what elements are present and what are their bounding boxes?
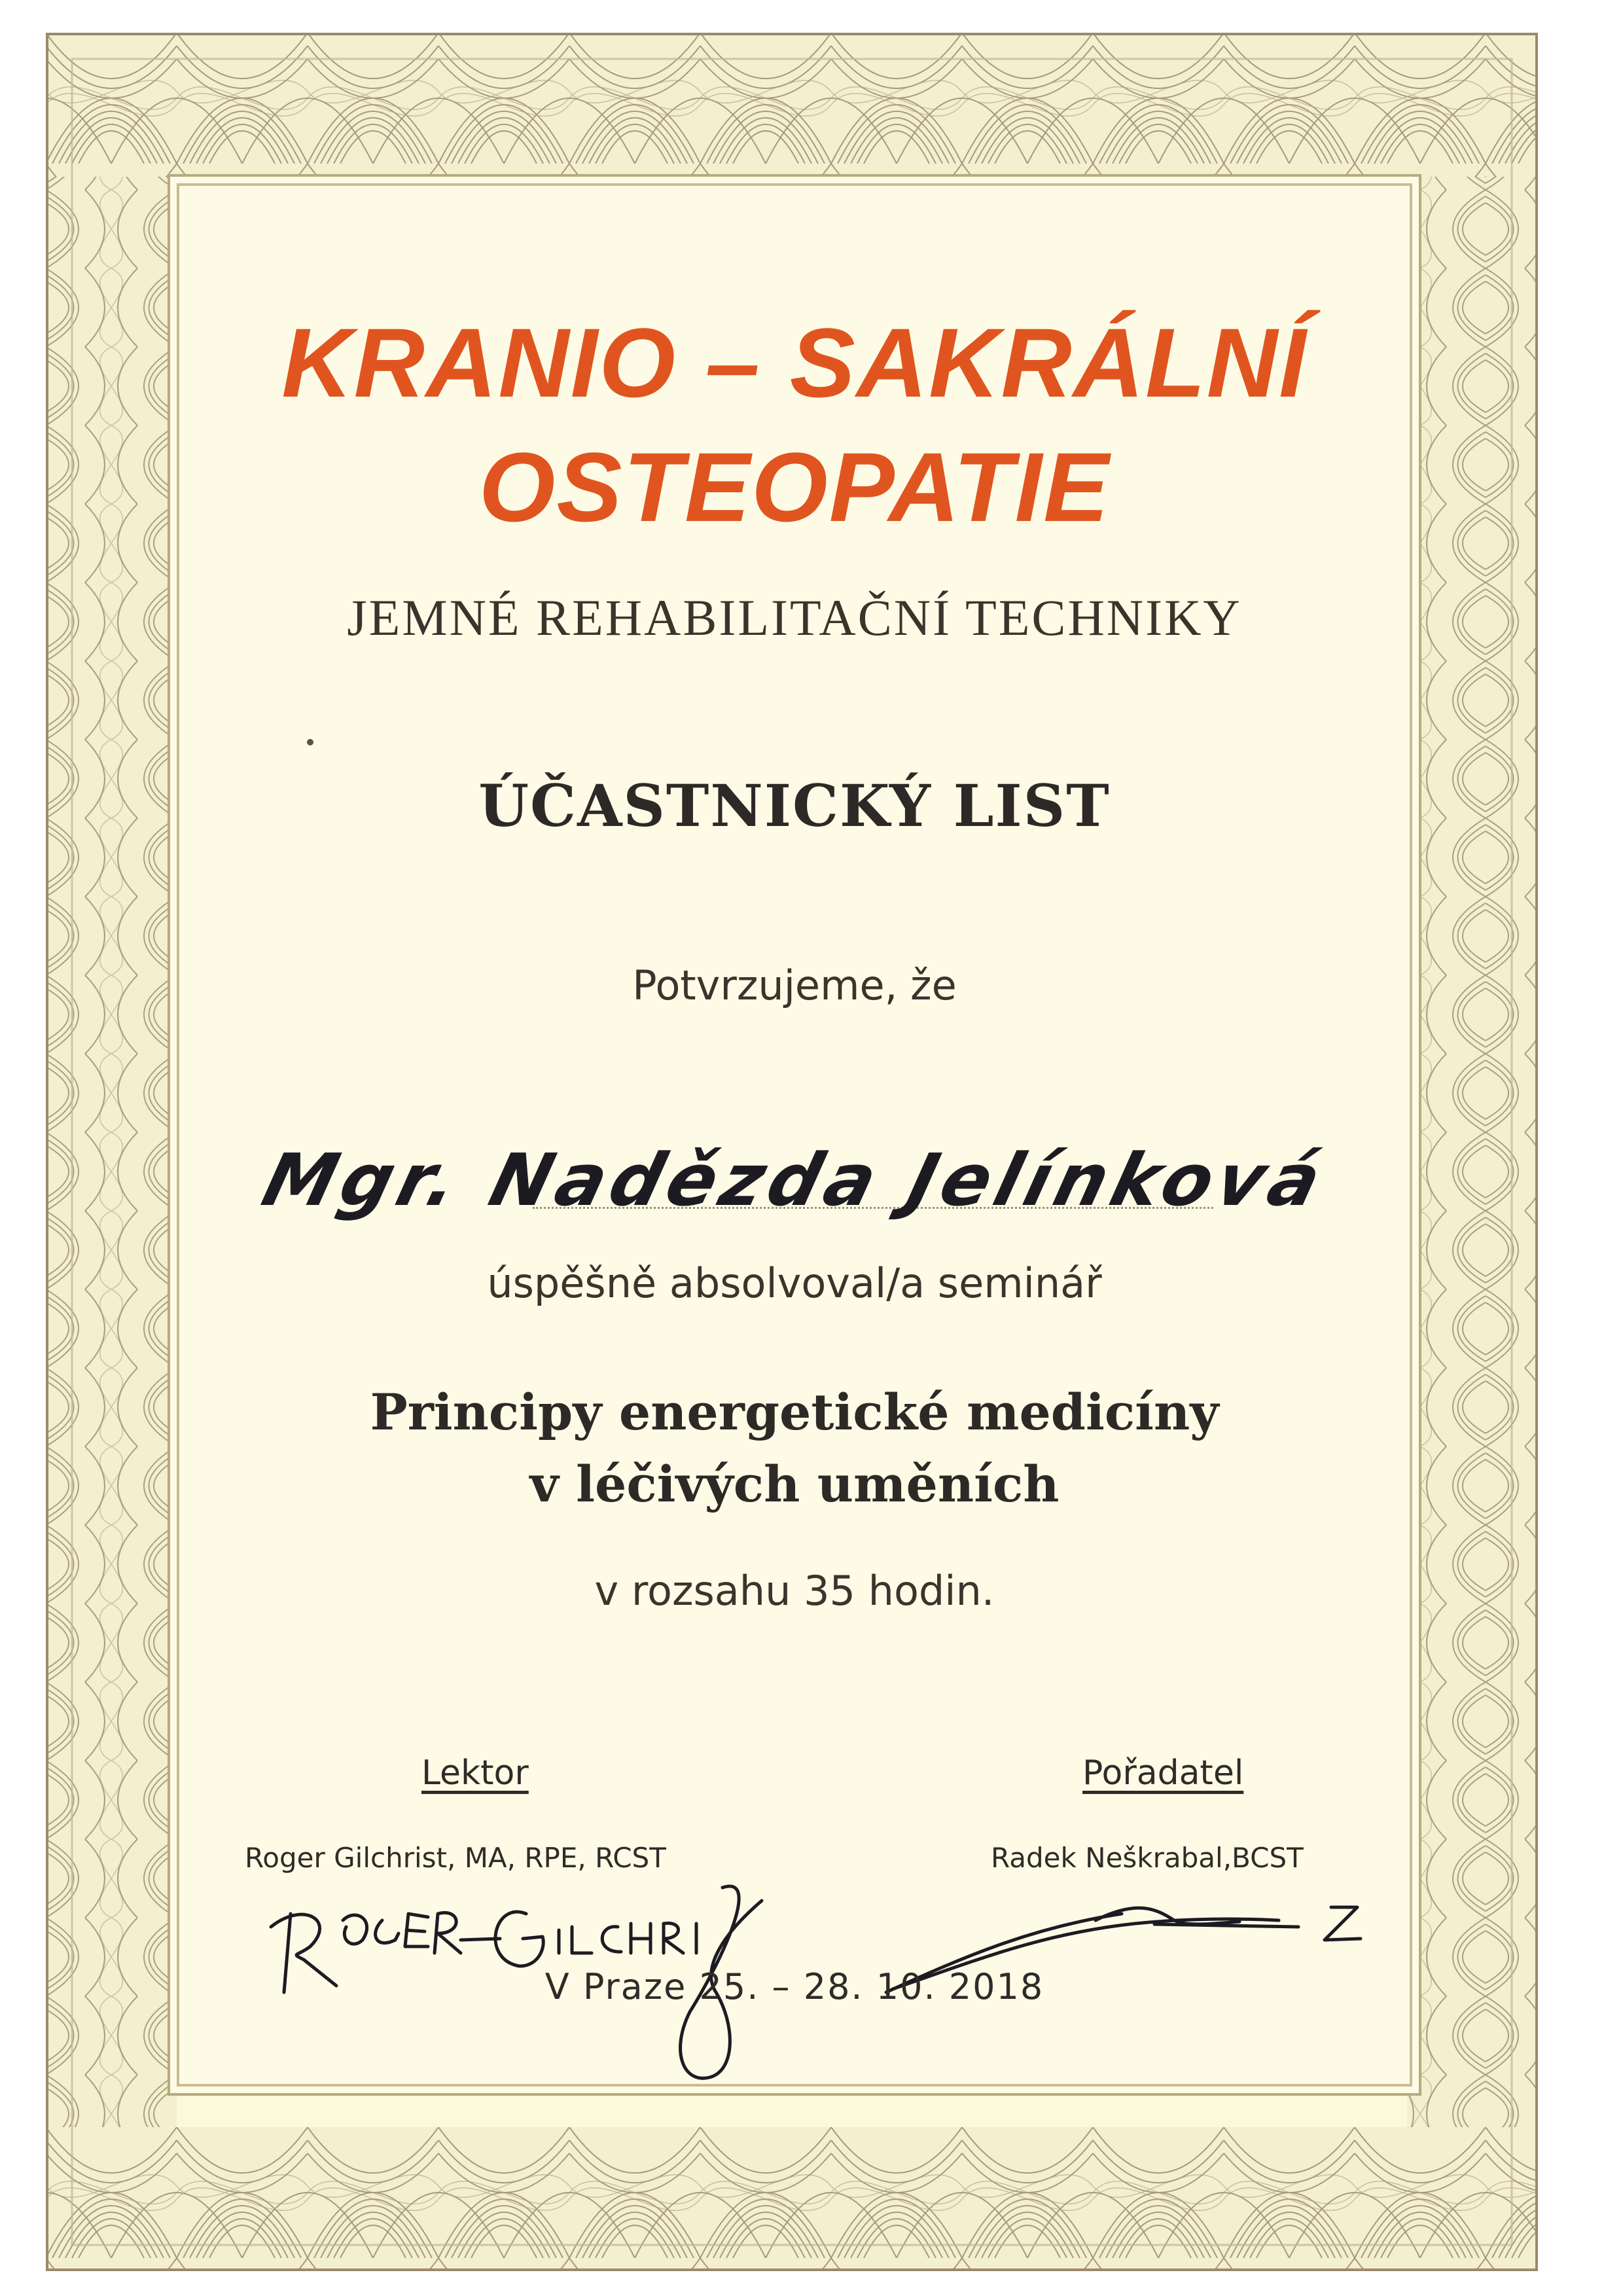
scope-text: v rozsahu 35 hodin. — [594, 1567, 995, 1615]
place-and-date: V Praze 25. – 28. 10. 2018 — [544, 1966, 1044, 2007]
lecturer-name: Roger Gilchrist, MA, RPE, RCST — [245, 1842, 666, 1874]
seminar-title-line2: v léčivých uměních — [529, 1455, 1060, 1513]
lecturer-label: Lektor — [421, 1753, 529, 1793]
ink-speck — [307, 739, 313, 745]
document-type-heading: ÚČASTNICKÝ LIST — [478, 772, 1111, 840]
certificate-subtitle: JEMNÉ REHABILITAČNÍ TECHNIKY — [347, 589, 1242, 646]
certificate-title-line2: OSTEOPATIE — [478, 432, 1111, 542]
participant-name: Mgr. Nadězda Jelínková — [255, 1138, 1334, 1222]
completion-text: úspěšně absolvoval/a seminář — [487, 1259, 1102, 1307]
organizer-name: Radek Neškrabal,BCST — [991, 1842, 1304, 1874]
organizer-label: Pořadatel — [1082, 1753, 1244, 1793]
certificate-panel — [177, 183, 1412, 2087]
seminar-title-line1: Principy energetické medicíny — [370, 1383, 1219, 1441]
confirmation-text: Potvrzujeme, že — [632, 961, 957, 1009]
certificate-sheet — [46, 33, 1538, 2271]
certificate-title-line1: KRANIO – SAKRÁLNÍ — [281, 308, 1308, 418]
